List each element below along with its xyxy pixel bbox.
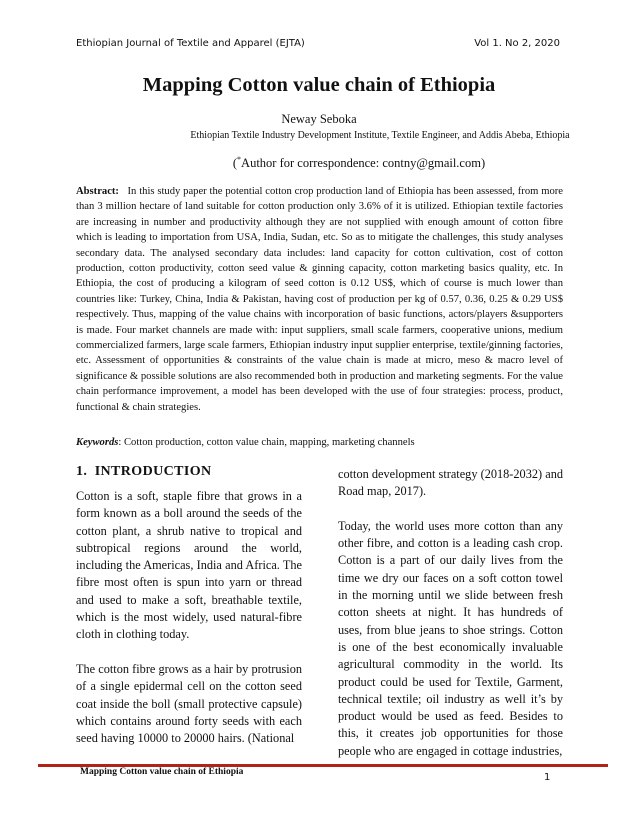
volume-info: Vol 1. No 2, 2020: [474, 38, 560, 49]
body-paragraph: The cotton fibre grows as a hair by protrusion of a single epidermal cell on the cotton seed coat inside the boll (small protective capsule) which contains around forty seeds with each seed having 10000 to 20000 hairs. (National: [76, 661, 302, 746]
paper-title: Mapping Cotton value chain of Ethiopia: [142, 74, 496, 96]
keywords-label: Keywords: [76, 437, 119, 448]
correspondence-mark: *: [237, 155, 242, 164]
keywords-text: Cotton production, cotton value chain, mapping, marketing channels: [123, 437, 415, 448]
abstract-text: In this study paper the potential cotton crop production land of Ethiopia has been assessed, from more than 3 million hectare of land suitable for cotton production only 3.6% of it is utilized. Ethiopian textile factories are increasing in number and productivity although they are not supplied with enough amount of cotton fibre which is leading to importation from USA, India, Sudan, etc. So as to mitigate the challenges, this study analyses secondary data. The analysed secondary data includes: land capacity for cotton cultivation, cost of cotton production, cotton productivity, cotton seed value & ginning capacity, cotton marketing basics quality, etc. In Ethiopia, the cost of producing a kilogram of seed cotton is 0.12 US$, which of course is much lower than countries like: Turkey, China, India & Pakistan, having cost of production per kg of 0.57, 0.36, 0.25 & 0.29 US$ respectively. Thus, mapping of the value chains with incorporation of basic functions, actors/players &supporters is made. Four market channels are made with: input suppliers, small scale farmers, cooperative unions, medium commercialized farmers, large scale farmers, Ethiopian industry input supplier enterprise, textile/ginning factories, etc. Assessment of opportunities & constraints of the value chain is made at micro, meso & macro level of significance & possible solutions are also recommended both in production and marketing segments. For the value chain performance improvement, a model has been developed with the use of four strategies: process, product, functional & chain strategies.: [76, 186, 563, 413]
page-number: 1: [544, 772, 551, 783]
keywords: Keywords: Cotton production, cotton value chain, mapping, marketing channels: [76, 437, 415, 448]
left-column: [76, 463, 302, 765]
body-paragraph: Today, the world uses more cotton than any other fibre, and cotton is a leading cash crop. Cotton is a part of our daily lives from the time we dry our faces on a soft cotton towel in the morning until we slide between fresh cotton sheets at night. It has hundreds of uses, from blue jeans to shoe strings. Cotton is one of the best economically invaluable agricultural commodity in the world. Its product could be used for Textile, Garment, technical textile; oil industry as well it’s by product would be used as feed. Besides to this, it creates job opportunities for those people who are engaged in cottage industries,: [338, 518, 563, 758]
section-heading: 1. INTRODUCTION: [76, 464, 212, 479]
author-affiliation: Ethiopian Textile Industry Development Institute, Textile Engineer, and Addis Abeba, Ethiopia: [190, 130, 570, 141]
journal-name: Ethiopian Journal of Textile and Apparel (EJTA): [76, 38, 305, 49]
footer-title: Mapping Cotton value chain of Ethiopia: [80, 767, 244, 777]
abstract-label: Abstract: [76, 186, 116, 197]
abstract: Abstract: In this study paper the potential cotton crop production land of Ethiopia has been assessed, from more than 3 million hectare of land suitable for cotton production only 3.6% of it is utilized. Ethiopian textile factories are increasing in number and productivity although they are not supplied with enough amount of cotton fibre which is leading to importation from USA, India, Sudan, etc. So as to mitigate the challenges, this study analyses secondary data. The analysed secondary data includes: land capacity for cotton cultivation, cost of cotton production, cotton productivity, cotton seed value & ginning capacity, cotton marketing basics quality, etc. In Ethiopia, the cost of producing a kilogram of seed cotton is 0.12 US$, which of course is much lower than countries like: Turkey, China, India & Pakistan, having cost of production per kg of 0.57, 0.36, 0.25 & 0.29 US$ respectively. Thus, mapping of the value chains with incorporation of basic functions, actors/players &supporters is made. Four market channels are made with: input suppliers, small scale farmers, cooperative unions, medium commercialized farmers, large scale farmers, Ethiopian industry input supplier enterprise, textile/ginning factories, etc. Assessment of opportunities & constraints of the value chain is made at micro, meso & macro level of significance & possible solutions are also recommended both in production and marketing segments. For the value chain performance improvement, a model has been developed with the use of four strategies: process, product, functional & chain strategies.: [76, 186, 563, 413]
body-paragraph: Cotton is a soft, staple fibre that grows in a form known as a boll around the seeds of the cotton plant, a shrub native to tropical and subtropical regions around the world, including the Americas, India and Africa. The fibre most often is spun into yarn or thread and used to make a soft, breathable textile, which is the most widely, used natural-fibre cloth in clothing today.: [76, 489, 302, 642]
correspondence-line: (*Author for correspondence: contny@gmail.com): [232, 155, 486, 171]
body-paragraph: cotton development strategy (2018-2032) and Road map, 2017).: [338, 467, 563, 499]
right-column: [338, 466, 563, 777]
correspondence-text: Author for correspondence: contny@gmail.com): [241, 156, 486, 171]
author-name: Neway Seboka: [281, 112, 357, 126]
